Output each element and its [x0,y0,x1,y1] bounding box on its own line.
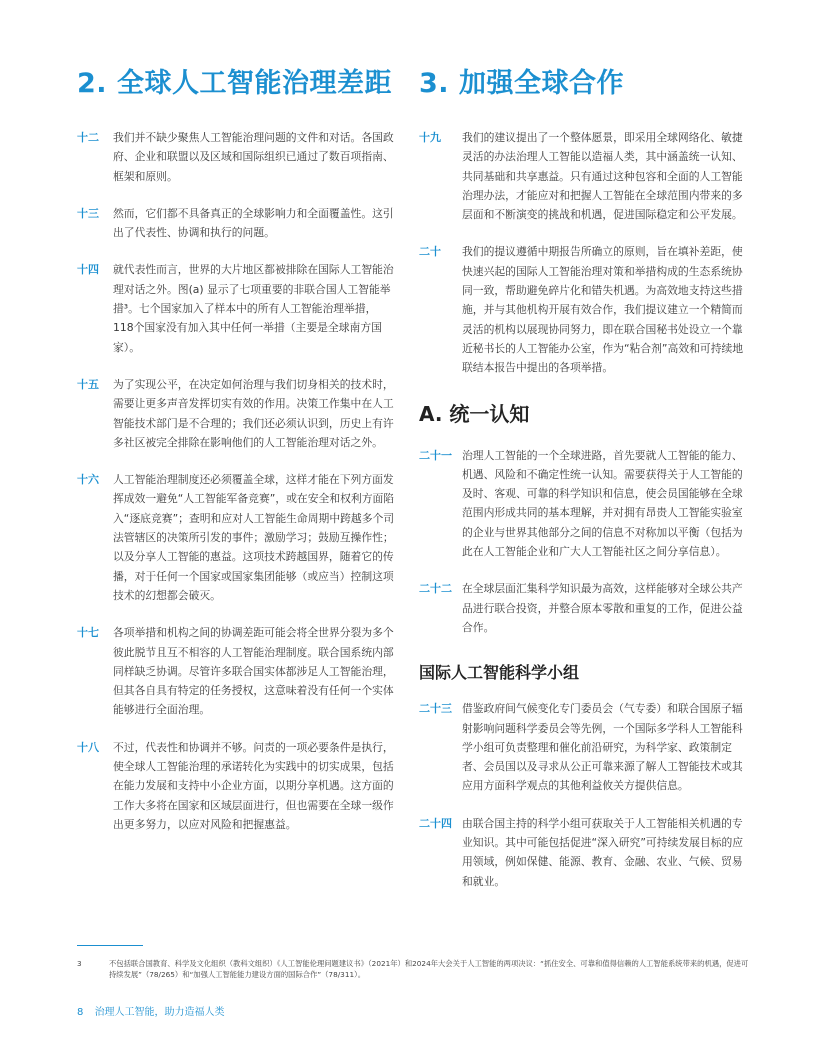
paragraph-number: 十四 [77,263,99,277]
paragraph [77,128,395,186]
paragraph-number: 二十四 [419,816,452,830]
subheading-common-understanding: A. 统一认知 [419,401,530,426]
footnote [77,958,749,980]
paragraph-number: 十五 [77,377,99,391]
paragraph-number: 十七 [77,626,99,640]
paragraph-number: 十三 [77,206,99,220]
paragraph-text: 我们的提议遵循中期报告所确立的原则，旨在填补差距，使快速兴起的国际人工智能治理对策和举措构成的生态系统协同一致，帮助避免碎片化和错失机遇。为高效地支持这些措施，并与其他机构开展有效合作，我们提议建立一个精简而灵活的机构以展现协同努力，即在联合国秘书处设立一个靠近秘书长的人工智能办公室，作为“粘合剂”高效和可持续地联结本报告中提出的各项举措。 [462,245,744,375]
paragraph-number: 十二 [77,131,99,144]
paragraph-text: 各项举措和机构之间的协调差距可能会将全世界分裂为多个彼此脱节且互不相容的人工智能治理制度。联合国系统内部同样缺乏协调。尽管许多联合国实体都涉足人工智能治理，但其各自具有特定的任务授权，这意味着没有任何一个实体能够进行全面治理。 [113,626,394,717]
paragraph-text: 在全球层面汇集科学知识最为高效，这样能够对全球公共产品进行联合投资，并整合原本零散和重复的工作，促进公益合作。 [462,582,743,634]
paragraph-number: 二十二 [419,582,452,596]
paragraph-number: 十六 [77,473,99,487]
footnote-divider [77,945,143,946]
paragraph-text: 治理人工智能的一个全球进路，首先要就人工智能的能力、机遇、风险和不确定性统一认知。需要获得关于人工智能的及时、客观、可靠的科学知识和信息，使会员国能够在全球范围内形成共同的基本理解，并对拥有昂贵人工智能实验室的企业与世界其他部分之间的信息不对称加以平衡（包括为此在人工智能企业和广大人工智能社区之间分享信息）。 [462,448,743,559]
section-heading-global-cooperation: 3. 加强全球合作 [419,68,624,99]
subheading-science-panel: 国际人工智能科学小组 [419,663,580,683]
paragraph-number: 二十一 [419,448,452,462]
paragraph [419,128,745,224]
right-paragraphs-c [419,699,745,909]
right-column [419,62,745,909]
paragraph-text: 然而，它们都不具备真正的全球影响力和全面覆盖性。这引出了代表性、协调和执行的问题。 [113,206,394,240]
right-paragraphs-a [419,128,745,396]
paragraph-text: 我们的建议提出了一个整体愿景，即采用全球网络化、敏捷灵活的办法治理人工智能以造福人类，其中涵盖统一认知、共同基础和共享惠益。只有通过这种包容和全面的人工智能治理办法，才能应对和把握人工智能在全球范围内带来的多层面和不断演变的挑战和机遇，促进国际稳定和公平发展。 [462,131,743,222]
paragraph-text: 我们并不缺少聚焦人工智能治理问题的文件和对话。各国政府、企业和联盟以及区域和国际组织已通过了数百项指南、框架和原则。 [113,131,394,183]
footnote-text: 不包括联合国教育、科学及文化组织（教科文组织）《人工智能伦理问题建议书》（2021年）和2024年大会关于人工智能的两项决议：“抓住安全、可靠和值得信赖的人工智能系统带来的机遇，促进可持续发展”（78/265）和“加强人工智能能力建设方面的国际合作”（78/311）。 [109,959,749,979]
paragraph-text: 人工智能治理制度还必须覆盖全球，这样才能在下列方面发挥成效一避免“人工智能军备竞赛”，或在安全和权利方面陷入“逐底竞赛”；查明和应对人工智能生命周期中跨越多个司法管辖区的决策所引发的事件；激励学习；鼓励互操作性；以及分享人工智能的惠益。这项技术跨越国界，随着它的传播，对于任何一个国家或国家集团能够（或应当）控制这项技术的幻想都会破灭。 [113,473,395,602]
paragraph-text: 为了实现公平，在决定如何治理与我们切身相关的技术时，需要让更多声音发挥切实有效的作用。决策工作集中在人工智能技术部门是不合理的；我们还必须认识到，历史上有许多社区被完全排除在影响他们的人工智能治理对话之外。 [113,377,394,449]
paragraph [419,814,745,891]
footnote-number: 3 [77,959,82,968]
paragraph [419,579,745,637]
paragraph [77,470,395,605]
paragraph [419,699,745,795]
paragraph [77,623,395,719]
page-number: 8 [77,1007,84,1018]
paragraph-text: 借鉴政府间气候变化专门委员会（气专委）和联合国原子辐射影响问题科学委员会等先例，一个国际多学科人工智能科学小组可负责整理和催化前沿研究，为科学家、政策制定者、会员国以及寻求从公正可靠来源了解人工智能技术或其应用方面科学观点的其他利益攸关方提供信息。 [462,702,743,793]
right-paragraphs-b [419,446,745,656]
paragraph [77,375,395,452]
paragraph-text: 不过，代表性和协调并不够。问责的一项必要条件是执行，使全球人工智能治理的承诺转化为实践中的切实成果，包括在能力发展和支持中小企业方面，以期分享机遇。这方面的工作大多将在国家和区域层面进行，但也需要在全球一级作出更多努力，以应对风险和把握惠益。 [113,740,394,831]
paragraph [77,260,395,356]
section-heading-governance-gap: 2. 全球人工智能治理差距 [77,68,392,99]
paragraph-number: 二十三 [419,702,452,716]
left-paragraphs [77,128,395,852]
footer-title: 治理人工智能，助力造福人类 [94,1007,225,1018]
paragraph-number: 十九 [419,131,441,144]
paragraph [419,446,745,562]
paragraph-number: 二十 [419,245,441,259]
paragraph [77,204,395,243]
paragraph-text: 就代表性而言，世界的大片地区都被排除在国际人工智能治理对话之外。图(a) 显示了七项重要的非联合国人工智能举措³。七个国家加入了样本中的所有人工智能治理举措，118个国家没有加入其中任何一举措（主要是全球南方国家）。 [113,263,394,354]
paragraph [419,242,745,377]
page-footer [77,1003,225,1018]
paragraph [77,738,395,834]
paragraph-number: 十八 [77,740,99,754]
paragraph-text: 由联合国主持的科学小组可获取关于人工智能相关机遇的专业知识。其中可能包括促进“深入研究”可持续发展目标的应用领域，例如保健、能源、教育、金融、农业、气候、贸易和就业。 [462,816,744,888]
left-column [77,62,395,852]
